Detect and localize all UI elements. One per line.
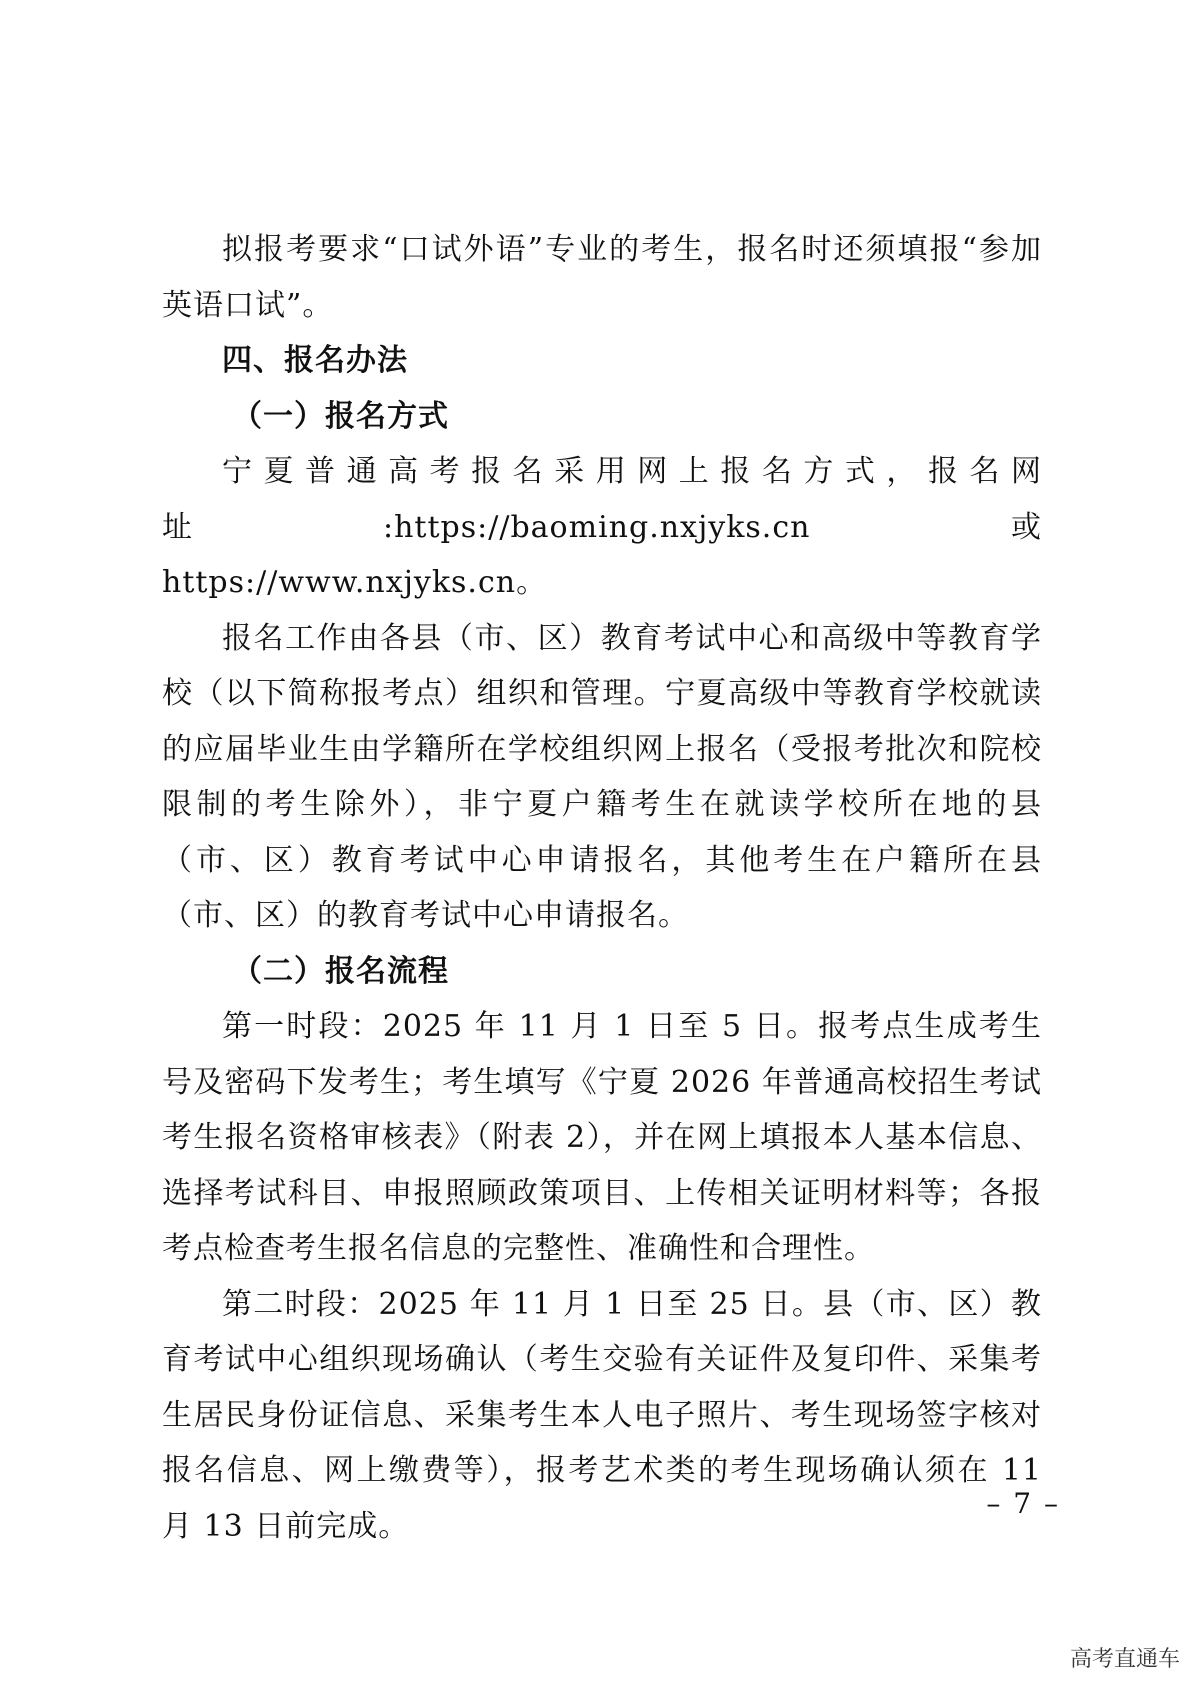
page-number: – 7 –	[986, 1487, 1060, 1520]
first-period-paragraph: 第一时段：2025 年 11 月 1 日至 5 日。报考点生成考生号及密码下发考生；考生填写《宁夏 2026 年普通高校招生考试考生报名资格审核表》（附表 2），并在网上填报本人基本信息、选择考试科目、申报照顾政策项目、上传相关证明材料等；各报考点检查考生报名信息的完整性、准确性和合理性。	[162, 1009, 1042, 1266]
section-heading: 四、报名办法	[222, 343, 408, 378]
registration-process-heading: （二）报名流程	[232, 953, 449, 989]
document-body	[162, 222, 1042, 1554]
registration-url-paragraph: 宁夏普通高考报名采用网上报名方式，报名网址:https://baoming.nxjyks.cn 或 https://www.nxjyks.cn。	[162, 454, 1042, 600]
registration-organization-paragraph: 报名工作由各县（市、区）教育考试中心和高级中等教育学校（以下简称报考点）组织和管理。宁夏高级中等教育学校就读的应届毕业生由学籍所在学校组织网上报名（受报考批次和院校限制的考生除外），非宁夏户籍考生在就读学校所在地的县（市、区）教育考试中心申请报名，其他考生在户籍所在县（市、区）的教育考试中心申请报名。	[162, 620, 1042, 933]
watermark-text: 高考直通车	[1069, 1647, 1180, 1672]
second-period-paragraph: 第二时段：2025 年 11 月 1 日至 25 日。县（市、区）教育考试中心组织现场确认（考生交验有关证件及复印件、采集考生居民身份证信息、采集考生本人电子照片、考生现场签字核对报名信息、网上缴费等），报考艺术类的考生现场确认须在 11 月 13 日前完成。	[162, 1286, 1042, 1544]
registration-method-heading: （一）报名方式	[232, 398, 449, 434]
intro-paragraph: 拟报考要求“口试外语”专业的考生，报名时还须填报“参加英语口试”。	[162, 232, 1042, 323]
